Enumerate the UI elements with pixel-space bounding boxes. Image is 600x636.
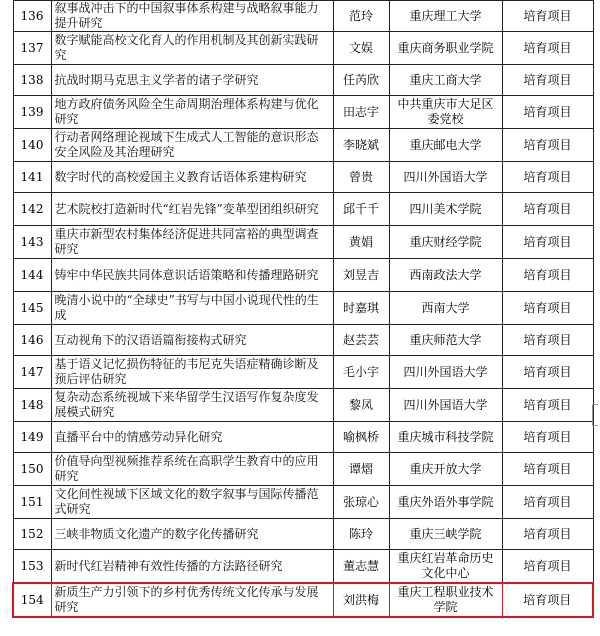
row-number: 148 xyxy=(13,389,51,422)
project-leader: 田志宇 xyxy=(333,96,389,129)
project-leader: 刘昱吉 xyxy=(333,259,389,292)
project-title: 重庆市新型农村集体经济促进共同富裕的典型调查研究 xyxy=(51,226,333,259)
institution: 重庆城市科技学院 xyxy=(389,422,502,453)
page-edge-marker xyxy=(592,404,598,426)
project-title: 新质生产力引领下的乡村优秀传统文化传承与发展研究 xyxy=(51,583,333,617)
project-title: 地方政府债务风险全生命周期治理体系构建与优化研究 xyxy=(51,96,333,129)
project-table xyxy=(12,0,594,618)
table-row xyxy=(13,292,593,325)
row-number: 152 xyxy=(13,519,51,550)
project-leader: 时嘉琪 xyxy=(333,292,389,325)
project-type: 培育项目 xyxy=(502,550,593,584)
project-type: 培育项目 xyxy=(502,292,593,325)
table-row xyxy=(13,193,593,226)
project-leader: 董志慧 xyxy=(333,550,389,584)
table-row xyxy=(13,486,593,519)
project-title: 复杂动态系统视域下来华留学生汉语写作复杂度发展模式研究 xyxy=(51,389,333,422)
project-type: 培育项目 xyxy=(502,259,593,292)
project-leader: 陈玲 xyxy=(333,519,389,550)
institution: 四川外国语大学 xyxy=(389,162,502,193)
project-leader: 曾贵 xyxy=(333,162,389,193)
project-type: 培育项目 xyxy=(502,129,593,162)
project-type: 培育项目 xyxy=(502,65,593,96)
project-title: 数字赋能高校文化育人的作用机制及其创新实践研究 xyxy=(51,32,333,65)
project-title: 叙事战冲击下的中国叙事体系构建与战略叙事能力提升研究 xyxy=(51,1,333,32)
row-number: 154 xyxy=(13,583,51,617)
project-title: 文化间性视域下区域文化的数字叙事与国际传播范式研究 xyxy=(51,486,333,519)
project-leader: 李晓斌 xyxy=(333,129,389,162)
project-type: 培育项目 xyxy=(502,325,593,356)
table-row xyxy=(13,65,593,96)
row-number: 150 xyxy=(13,453,51,486)
table-row xyxy=(13,162,593,193)
project-type: 培育项目 xyxy=(502,453,593,486)
table-row xyxy=(13,96,593,129)
project-leader: 谭熠 xyxy=(333,453,389,486)
project-title: 新时代红岩精神有效性传播的方法路径研究 xyxy=(51,550,333,584)
table-row xyxy=(13,389,593,422)
institution: 西南大学 xyxy=(389,292,502,325)
project-title: 三峡非物质文化遗产的数字化传播研究 xyxy=(51,519,333,550)
project-title: 抗战时期马克思主义学者的诸子学研究 xyxy=(51,65,333,96)
institution: 四川外国语大学 xyxy=(389,389,502,422)
institution: 重庆工程职业技术学院 xyxy=(389,583,502,617)
institution: 重庆工商大学 xyxy=(389,65,502,96)
project-leader: 邱千千 xyxy=(333,193,389,226)
institution: 重庆开放大学 xyxy=(389,453,502,486)
row-number: 141 xyxy=(13,162,51,193)
project-leader: 范玲 xyxy=(333,1,389,32)
project-leader: 张琼心 xyxy=(333,486,389,519)
project-title: 价值导向型视频推荐系统在高职学生教育中的应用研究 xyxy=(51,453,333,486)
row-number: 140 xyxy=(13,129,51,162)
row-number: 142 xyxy=(13,193,51,226)
institution: 重庆财经学院 xyxy=(389,226,502,259)
row-number: 149 xyxy=(13,422,51,453)
project-type: 培育项目 xyxy=(502,486,593,519)
table-row xyxy=(13,226,593,259)
project-type: 培育项目 xyxy=(502,162,593,193)
project-leader: 黄娟 xyxy=(333,226,389,259)
project-leader: 任芮欣 xyxy=(333,65,389,96)
table-row xyxy=(13,422,593,453)
project-leader: 黎凤 xyxy=(333,389,389,422)
table-row xyxy=(13,325,593,356)
project-type: 培育项目 xyxy=(502,356,593,389)
project-type: 培育项目 xyxy=(502,96,593,129)
institution: 重庆外语外事学院 xyxy=(389,486,502,519)
project-title: 直播平台中的情感劳动异化研究 xyxy=(51,422,333,453)
project-title: 互动视角下的汉语语篇衔接构式研究 xyxy=(51,325,333,356)
table-row xyxy=(13,519,593,550)
project-title: 铸牢中华民族共同体意识话语策略和传播理路研究 xyxy=(51,259,333,292)
project-type: 培育项目 xyxy=(502,32,593,65)
row-number: 138 xyxy=(13,65,51,96)
project-type: 培育项目 xyxy=(502,1,593,32)
table-row xyxy=(13,1,593,32)
project-type: 培育项目 xyxy=(502,226,593,259)
institution: 重庆红岩革命历史文化中心 xyxy=(389,550,502,584)
project-type: 培育项目 xyxy=(502,193,593,226)
institution: 重庆三峡学院 xyxy=(389,519,502,550)
table-row xyxy=(13,453,593,486)
table-row xyxy=(13,32,593,65)
project-type: 培育项目 xyxy=(502,583,593,617)
table-row xyxy=(13,550,593,584)
row-number: 136 xyxy=(13,1,51,32)
row-number: 147 xyxy=(13,356,51,389)
project-type: 培育项目 xyxy=(502,389,593,422)
project-title: 数字时代的高校爱国主义教育话语体系建构研究 xyxy=(51,162,333,193)
institution: 重庆商务职业学院 xyxy=(389,32,502,65)
row-number: 145 xyxy=(13,292,51,325)
row-number: 139 xyxy=(13,96,51,129)
project-leader: 赵芸芸 xyxy=(333,325,389,356)
row-number: 146 xyxy=(13,325,51,356)
institution: 重庆邮电大学 xyxy=(389,129,502,162)
row-number: 153 xyxy=(13,550,51,584)
table-row xyxy=(13,129,593,162)
project-leader: 毛小宇 xyxy=(333,356,389,389)
project-title: 艺术院校打造新时代“红岩先锋”变革型团组织研究 xyxy=(51,193,333,226)
highlighted-table-row xyxy=(13,583,593,617)
project-type: 培育项目 xyxy=(502,519,593,550)
table-row xyxy=(13,356,593,389)
project-title: 行动者网络理论视域下生成式人工智能的意识形态安全风险及其治理研究 xyxy=(51,129,333,162)
project-title: 基于语义记忆损伤特征的韦尼克失语症精确诊断及预后评估研究 xyxy=(51,356,333,389)
row-number: 151 xyxy=(13,486,51,519)
institution: 重庆师范大学 xyxy=(389,325,502,356)
project-title: 晚清小说中的“全球史”书写与中国小说现代性的生成 xyxy=(51,292,333,325)
institution: 中共重庆市大足区委党校 xyxy=(389,96,502,129)
institution: 四川外国语大学 xyxy=(389,356,502,389)
project-leader: 文娱 xyxy=(333,32,389,65)
institution: 四川美术学院 xyxy=(389,193,502,226)
institution: 重庆理工大学 xyxy=(389,1,502,32)
project-leader: 喻枫桥 xyxy=(333,422,389,453)
row-number: 144 xyxy=(13,259,51,292)
table-row xyxy=(13,259,593,292)
institution: 西南政法大学 xyxy=(389,259,502,292)
project-type: 培育项目 xyxy=(502,422,593,453)
row-number: 143 xyxy=(13,226,51,259)
row-number: 137 xyxy=(13,32,51,65)
project-list-document xyxy=(12,0,592,618)
project-leader: 刘洪梅 xyxy=(333,583,389,617)
